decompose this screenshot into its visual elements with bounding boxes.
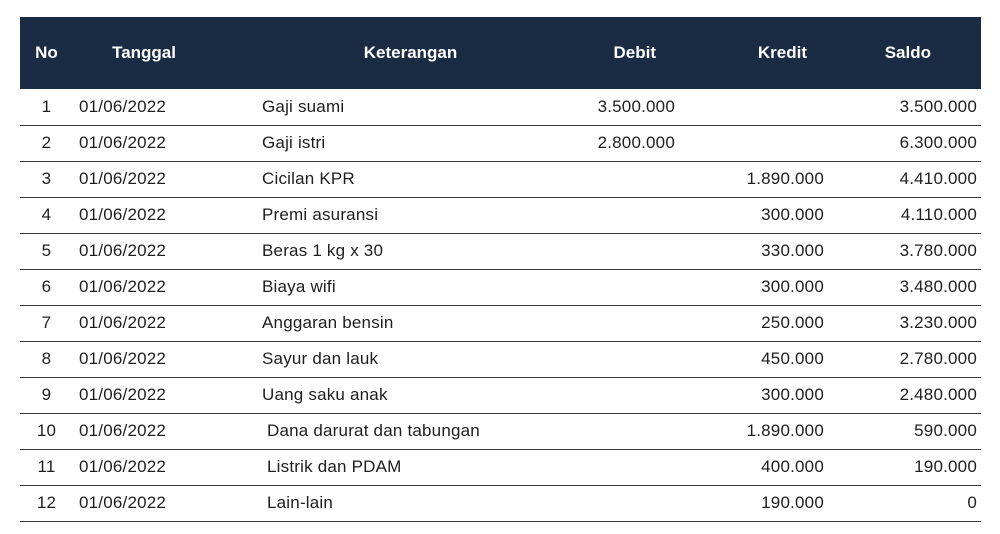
row-kredit: 250.000 <box>761 313 824 332</box>
row-debit <box>528 233 676 269</box>
row-keterangan: Lain-lain <box>267 493 334 512</box>
header-debit: Debit <box>613 43 656 62</box>
row-no: 12 <box>36 493 57 512</box>
row-tanggal: 01/06/2022 <box>79 205 167 224</box>
row-keterangan: Anggaran bensin <box>262 313 394 332</box>
row-keterangan: Dana darurat dan tabungan <box>267 421 480 440</box>
row-debit <box>528 449 676 485</box>
row-debit <box>528 305 676 341</box>
row-no: 2 <box>41 133 52 152</box>
table-row <box>20 125 981 161</box>
row-debit: 2.800.000 <box>597 133 675 152</box>
row-no: 7 <box>41 313 52 332</box>
row-keterangan: Premi asuransi <box>262 205 379 224</box>
table-body <box>20 89 981 521</box>
header-saldo: Saldo <box>884 43 931 62</box>
row-debit <box>528 485 676 521</box>
row-no: 8 <box>41 349 52 368</box>
header-kredit: Kredit <box>757 43 807 62</box>
row-saldo: 3.480.000 <box>899 277 977 296</box>
table-row <box>20 233 981 269</box>
row-tanggal: 01/06/2022 <box>79 277 167 296</box>
row-saldo: 0 <box>967 493 977 512</box>
row-keterangan: Listrik dan PDAM <box>267 457 402 476</box>
header-row <box>20 17 981 89</box>
row-kredit: 1.890.000 <box>746 421 824 440</box>
table-row <box>20 341 981 377</box>
row-kredit: 1.890.000 <box>746 169 824 188</box>
table-row <box>20 485 981 521</box>
row-kredit: 330.000 <box>761 241 824 260</box>
table-row <box>20 413 981 449</box>
row-kredit: 300.000 <box>761 205 824 224</box>
row-saldo: 590.000 <box>914 421 977 440</box>
row-keterangan: Gaji suami <box>262 96 345 116</box>
row-keterangan: Sayur dan lauk <box>262 349 379 368</box>
row-keterangan: Uang saku anak <box>262 385 388 404</box>
row-tanggal: 01/06/2022 <box>79 313 167 332</box>
row-debit <box>528 377 676 413</box>
row-kredit: 450.000 <box>761 349 824 368</box>
row-no: 9 <box>41 385 52 404</box>
row-debit <box>528 413 676 449</box>
row-saldo: 2.480.000 <box>899 385 977 404</box>
row-tanggal: 01/06/2022 <box>79 349 167 368</box>
row-keterangan: Beras 1 kg x 30 <box>262 241 384 260</box>
row-no: 4 <box>41 205 52 224</box>
row-debit <box>528 269 676 305</box>
row-saldo: 4.410.000 <box>899 169 977 188</box>
row-tanggal: 01/06/2022 <box>79 241 167 260</box>
table-row <box>20 449 981 485</box>
row-debit <box>528 341 676 377</box>
header-keterangan: Keterangan <box>363 43 458 62</box>
row-no: 1 <box>41 96 52 116</box>
row-no: 6 <box>41 277 52 296</box>
table-row <box>20 377 981 413</box>
row-keterangan: Gaji istri <box>262 133 326 152</box>
row-tanggal: 01/06/2022 <box>79 169 167 188</box>
row-debit <box>528 197 676 233</box>
row-tanggal: 01/06/2022 <box>79 385 167 404</box>
row-kredit: 400.000 <box>761 457 824 476</box>
ledger-table <box>20 17 981 522</box>
table-row <box>20 305 981 341</box>
row-saldo: 3.500.000 <box>899 96 977 116</box>
row-tanggal: 01/06/2022 <box>79 421 167 440</box>
row-kredit <box>676 125 827 161</box>
row-keterangan: Cicilan KPR <box>262 169 355 188</box>
table-row <box>20 197 981 233</box>
row-saldo: 2.780.000 <box>899 349 977 368</box>
row-saldo: 3.780.000 <box>899 241 977 260</box>
table-header <box>20 17 981 89</box>
row-tanggal: 01/06/2022 <box>79 493 167 512</box>
row-no: 11 <box>37 457 56 476</box>
table-row <box>20 161 981 197</box>
row-kredit: 300.000 <box>761 277 824 296</box>
row-kredit: 300.000 <box>761 385 824 404</box>
header-tanggal: Tanggal <box>112 43 176 62</box>
row-saldo: 4.110.000 <box>900 205 977 224</box>
row-no: 10 <box>36 421 57 440</box>
row-tanggal: 01/06/2022 <box>79 133 167 152</box>
row-no: 3 <box>41 169 52 188</box>
row-kredit <box>676 89 827 125</box>
table-row <box>20 269 981 305</box>
row-saldo: 3.230.000 <box>899 313 977 332</box>
row-saldo: 190.000 <box>914 457 977 476</box>
row-no: 5 <box>41 241 52 260</box>
header-no: No <box>35 43 58 62</box>
row-debit <box>528 161 676 197</box>
row-kredit: 190.000 <box>761 493 824 512</box>
row-saldo: 6.300.000 <box>899 133 977 152</box>
row-debit: 3.500.000 <box>597 96 675 116</box>
row-tanggal: 01/06/2022 <box>79 457 167 476</box>
table-row <box>20 89 981 125</box>
row-tanggal: 01/06/2022 <box>79 96 167 116</box>
row-keterangan: Biaya wifi <box>262 277 336 296</box>
